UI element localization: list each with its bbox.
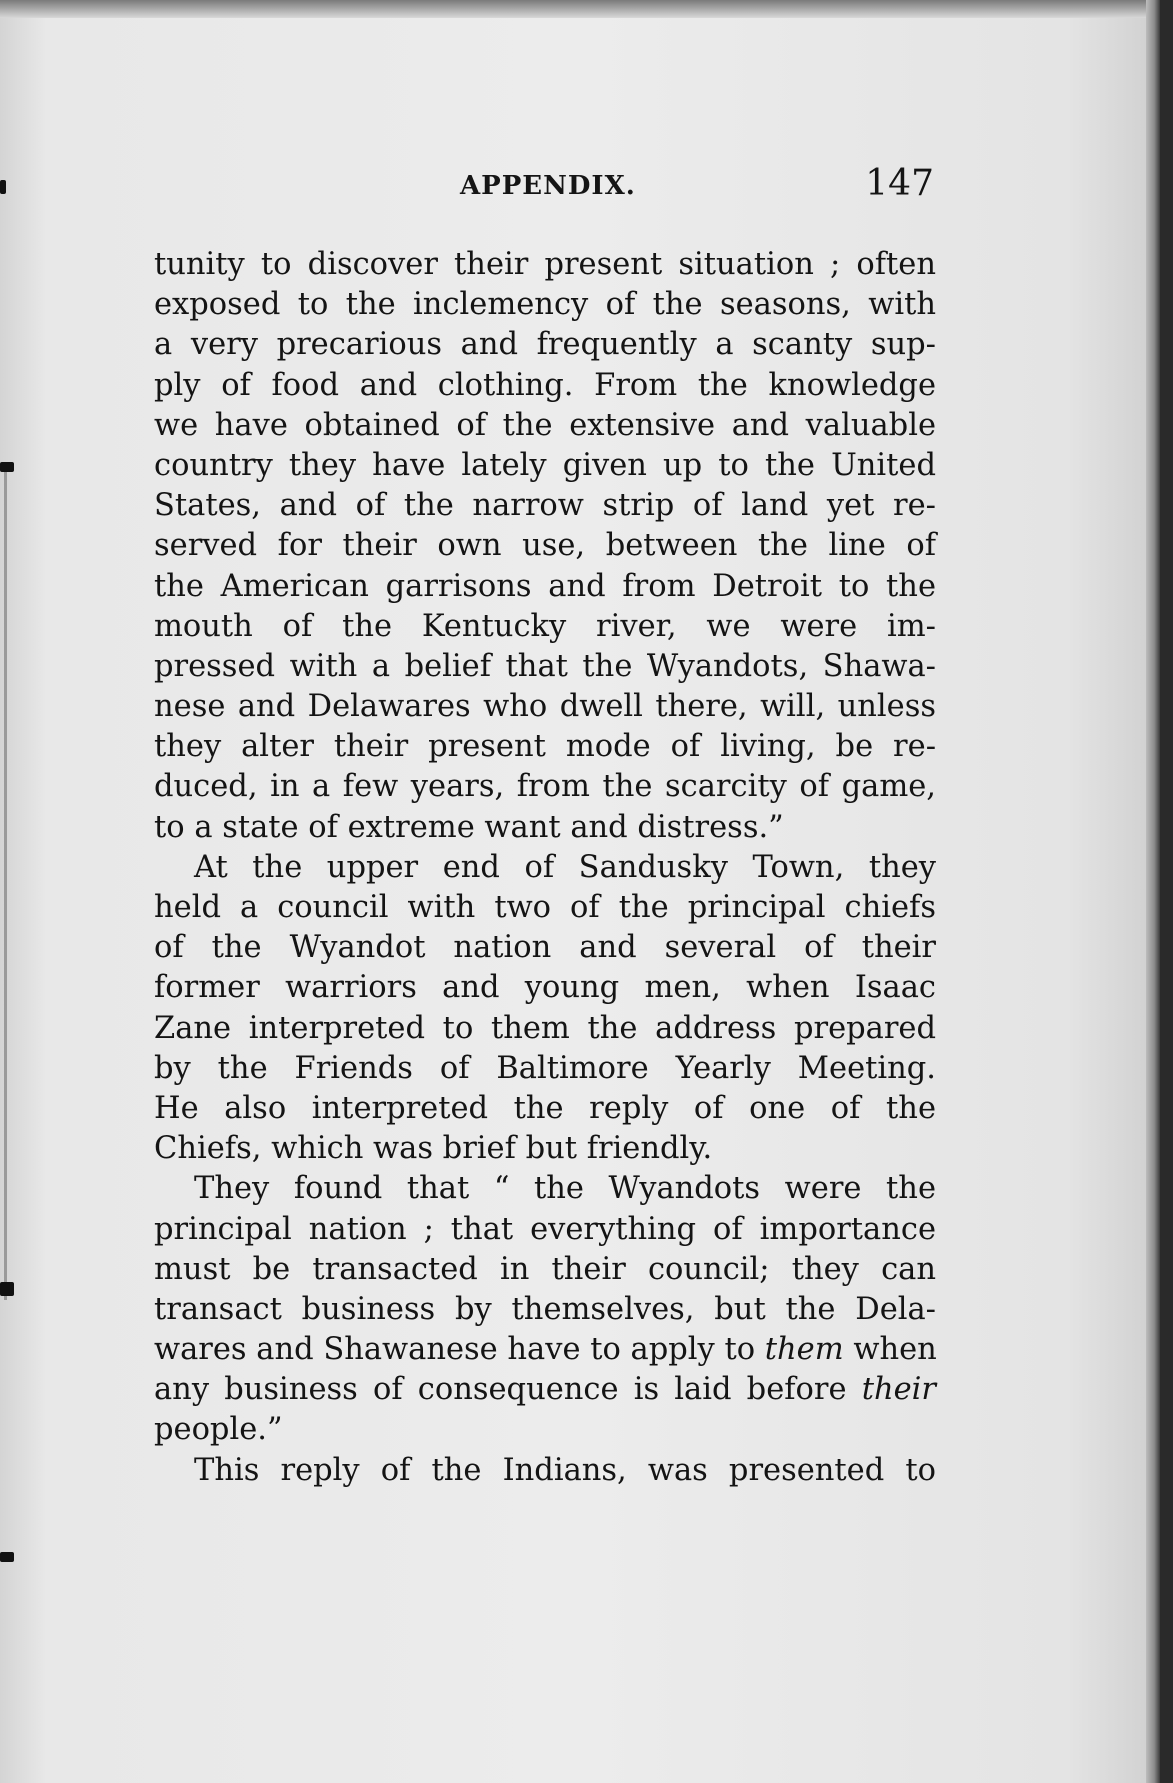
text-line: He also interpreted the reply of one of the	[154, 1090, 936, 1126]
text-line: they alter their present mode of living, be re-	[154, 729, 936, 765]
binding-mark	[0, 180, 6, 194]
text-line: the American garrisons and from Detroit to the	[154, 568, 936, 604]
text-line: to a state of extreme want and distress.”	[154, 809, 784, 845]
body-text	[154, 245, 936, 1491]
text-line: we have obtained of the extensive and valuable	[154, 407, 936, 443]
text-line: tunity to discover their present situation ; often	[154, 247, 936, 282]
text-line: held a council with two of the principal chiefs	[154, 890, 936, 925]
text-line: country they have lately given up to the United	[154, 447, 936, 483]
text-segment: wares and Shawanese have to apply to	[154, 1332, 765, 1368]
text-line: mouth of the Kentucky river, we were im-	[154, 608, 936, 644]
top-page-shadow	[0, 0, 1160, 18]
binding-line	[4, 470, 7, 1300]
text-line: former warriors and young men, when Isaac	[154, 970, 936, 1006]
text-line: a very precarious and frequently a scanty sup-	[154, 327, 936, 363]
text-line: Chiefs, which was brief but friendly.	[154, 1131, 713, 1167]
text-line: States, and of the narrow strip of land yet re-	[154, 488, 936, 524]
text-line: of the Wyandot nation and several of their	[154, 930, 936, 966]
text-line	[154, 1370, 936, 1410]
page-number: 147	[865, 163, 934, 204]
text-line: pressed with a belief that the Wyandots, Shawa-	[154, 648, 936, 684]
paragraph-first-line: They found that “ the Wyandots were the	[194, 1171, 936, 1207]
text-segment: when	[843, 1332, 937, 1368]
text-line: ply of food and clothing. From the knowledge	[154, 367, 936, 403]
text-line: duced, in a few years, from the scarcity of game,	[154, 769, 936, 805]
italic-word: their	[861, 1372, 936, 1408]
text-line: exposed to the inclemency of the seasons, with	[154, 287, 936, 323]
text-line: nese and Delawares who dwell there, will, unless	[154, 689, 936, 725]
text-line: people.”	[154, 1412, 283, 1448]
binding-mark	[0, 1552, 14, 1562]
paragraph-first-line: This reply of the Indians, was presented to	[194, 1452, 936, 1488]
page-header	[152, 163, 942, 213]
page-edge	[1146, 0, 1160, 1783]
paragraph-first-line: At the upper end of Sandusky Town, they	[194, 849, 936, 885]
text-line	[154, 1330, 936, 1370]
text-line: transact business by themselves, but the Dela-	[154, 1291, 936, 1327]
text-line: by the Friends of Baltimore Yearly Meeting.	[154, 1050, 936, 1086]
text-line: principal nation ; that everything of importance	[154, 1211, 936, 1247]
binding-mark	[0, 462, 14, 472]
binding-mark	[0, 1282, 14, 1296]
running-head: APPENDIX.	[460, 171, 636, 201]
text-line: must be transacted in their council; they can	[154, 1251, 936, 1287]
text-line: served for their own use, between the line of	[154, 528, 936, 564]
italic-word: them	[764, 1332, 844, 1368]
text-line: Zane interpreted to them the address prepared	[154, 1010, 936, 1046]
text-segment: any business of consequence is laid before	[154, 1372, 862, 1408]
